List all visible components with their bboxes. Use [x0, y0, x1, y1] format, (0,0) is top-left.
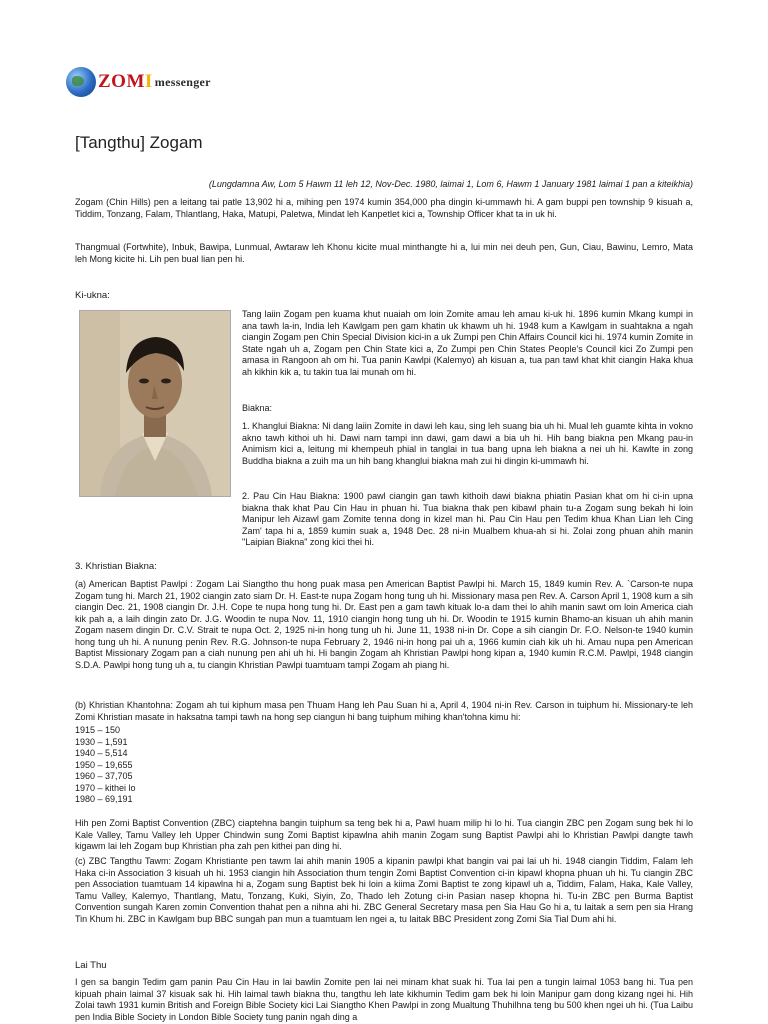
biakna-heading: Biakna: [242, 403, 273, 413]
intro-paragraph-1: Zogam (Chin Hills) pen a leitang tai patle 13,902 hi a, mihing pen 1974 kumin 354,000 pha dingin ki-ummawh hi. A gam buppi pen township 9 kisuah a, Tiddim, Tonzang, Falam, Thlantlang, Haka, Matupi, Paletwa, Mindat leh Kanpetlet kici a, Township Officer khat ta in uk hi. [75, 197, 693, 219]
stat-item: 1960 – 37,705 [75, 771, 133, 781]
kiukna-heading: Ki-ukna: [75, 290, 110, 301]
intro-paragraph-2: Thangmual (Fortwhite), Inbuk, Bawipa, Lunmual, Awtaraw leh Khonu kicite mual minthangte hi a, lui min nei deuh pen, Gun, Ciau, Bawinu, Lemro, Mata leh Mong kicite hi. Lih pen bual lian pen hi. [75, 242, 693, 264]
stat-item: 1940 – 5,514 [75, 748, 128, 758]
khristian-section-b: (b) Khristian Khantohna: Zogam ah tui kiphum masa pen Thuam Hang leh Pau Suan hi a, April 4, 1904 ni-in Rev. Carson in tuiphum hi. Missionary-te leh Zomi Khristian masate in haksatna tampi tawh na hong sep ciangun hi bang tuiphum mihing khan'tohna kimu hi: [75, 700, 693, 722]
page-title: [Tangthu] Zogam [75, 133, 203, 152]
zbc-paragraph: Hih pen Zomi Baptist Convention (ZBC) ciaptehna bangin tuiphum sa teng bek hi a, Pawl huam milip hi lo hi. Tua ciangin ZBC pen Zogam sung bek hi lo Kale Valley, Tamu Valley leh Upper Chindwin sung Zomi Baptist kipawlna ahih manin Zogam sung Baptist Pawlpi ahi lo Khristian Pawlpi dangte tawh kigawm lai leh Zogam bup Khristian pha zah pen kithei pan ding hi. [75, 818, 693, 851]
stat-item: 1950 – 19,655 [75, 759, 133, 770]
stat-item: 1930 – 1,591 [75, 736, 128, 747]
zomi-messenger-logo[interactable] [66, 64, 211, 100]
biakna-item-2: 2. Pau Cin Hau Biakna: 1900 pawl ciangin gan tawh kithoih dawi biakna phiatin Pasian khat om hi ci-in upna biakna thak khat Pau Cin Hau in phuan hi. Tua biakna thak pen kibawl phain tu-a Zogam sung bekah hi loin Manipur leh Aizawl gam Zomite tenna dong in kizel man hi. Pau Cin Hau pen Tedim khua Khan Lian leh Cing Zam' tapa hi a, 1859 kumin suak a, 1948 Dec. 28 ni-in Mualbem khua-ah si hi. Zolai zong phuan ahih manin "Laipian Biakna" zong kici thei hi. [242, 491, 693, 547]
khristian-heading: 3. Khristian Biakna: [75, 561, 157, 572]
baptism-stats-list [75, 725, 136, 806]
khristian-section-a: (a) American Baptist Pawlpi : Zogam Lai Siangtho thu hong puak masa pen American Baptist Pawlpi hi. March 15, 1849 kumin Rev. A. `Carson-te nupa Zogam tung hi. March 21, 1902 ciangin zato siam Dr. H. East-te nupa Zogam hong tung uh hi. Missionary masa pen Rev. A. Carson April 1, 1908 kum a sih ciangin Dec. 21, 1908 ciangin Dr. J.H. Cope te nupa hong tung hi. Dr. East pen a gam tawh kituak lo-a dam thei lo ahih manin sawt om loin America ciah kik pah a, a laih dingin zato Dr. J.G. Woodin te nupa Nov. 11, 1910 ciangin hong tung uh hi. Dr. Woodin te 1915 kumin Bhamo-an kisuan uh ahih manin Zogam nasem dingin Dr. C.V. Strait te nupa Oct. 2, 1925 ni-in hong tung uh hi. June 11, 1938 ni-in Dr. Cope a sih ciangin Dr. F.O. Nelson-te 1940 kumin hong tung uh hi. A nunung penin Rev. R.G. Johnson-te nupa February 2, 1946 ni-in hong pai uh a, 1966 kumin ciah kik uh hi. Amau nupa pen American Baptist Missionary Zogam pan a ciah nunung pen ahi uh hi. Hi bangin Zogam ah Khristian Pawlpi hong kipan a, 1940 kumin R.C.M. Pawlpi, 1948 ciangin S.D.A. Pawlpi hong tung uh a, tu ciangin Khristian Pawlpi tuamtuam tampi Zogam ah piang hi. [75, 579, 693, 670]
kiukna-paragraph: Tang laiin Zogam pen kuama khut nuaiah om loin Zomite amau leh amau ki-uk hi. 1896 kumin Mkang kumpi in ana tawh la-in, India leh Kawlgam pen gam khatin uk khawm uh hi. 1948 kum a Kawlgam in suahtakna a ngah ciangin Zogam pen Chin Special Division kici-in a uk Zumpi pen Chin Affairs Council kici hi. 1974 kumin Zomite in State ngah uh a, Zogam pen Chin State kici a, Zo Zumpi pen Chin States People's Council kici Zo Zumpi pen amasa in Rangoon ah om hi. Tua panin Kawlpi (Kalemyo) ah kisuan a, tua pan tawl khat khit ciangin Haka khua ah kikhin kik a, tu takin tua lai munah om hi. [242, 309, 693, 377]
laithu-paragraph: I gen sa bangin Tedim gam panin Pau Cin Hau in lai bawlin Zomite pen lai nei minam khat suak hi. Tua lai pen a tungin laimal 1053 bang hi. Tua pen kipuah phain laimal 37 kisuak sak hi. Hih laimal tawh biakna thu, tangthu leh late kikhumin Tedim gam bek hi loin Manipur gam dong kizang ngei hi. Hih Zolai tawh 1931 kumin British and Foreign Bible Society kici Lai Siangtho Khen Pawlpi in zong Mualtung Thuhilhna teng bu 500 khen ngei uh hi. (Tua Laibu pen India Bible Society in London Bible Society tung panin ngah ding a [75, 977, 693, 1022]
source-citation: (Lungdamna Aw, Lom 5 Hawm 11 leh 12, Nov-Dec. 1980, laimai 1, Lom 6, Hawm 1 January 1981 laimai 1 pan a kiteikhia) [208, 179, 693, 189]
stat-item: 1970 – kithei lo [75, 782, 136, 793]
logo-subtitle: messenger [154, 74, 211, 89]
logo-brand: ZOMI [98, 71, 153, 92]
stat-item: 1915 – 150 [75, 725, 121, 735]
khristian-section-c: (c) ZBC Tangthu Tawm: Zogam Khristiante pen tawm lai ahih manin 1905 a kipanin pawlpi khat bangin vai pai lai uh hi. 1948 ciangin Tiddim, Falam leh Haka ci-in Association 3 kisuah uh hi. 1953 ciangin hih Association thum tengin Zomi Baptist Convention ci-in kipawl khopna phuan uh hi. Tu ciangin ZBC pen Association tuamtuam 14 kipawlna hi a, Zogam sung Baptist bek hi loin a kiima Zomi Baptist te zong kipawl uh a, Tiddim, Falam, Haka, Kale Valley, Tamu Valley, Kalemyo, Thantlang, Matu, Tonzang, Kuki, Siyin, Zo, Thado leh Zotung ci-in Pasian nasep khopna hi. Tu-in ZBC pen Burma Baptist Convention sungah Karen zomin Convention thahat pen a nihna ahi hi. ZBC General Secretary masa pen Sia Hau Go hi a, tu laitak a sem pen sia Hrang Tin Khum hi. ZBC in Kawlgam bup BBC sungah pan mun a tuamtuam len ngei a, tu laitak BBC President zong Zomi Sia Tial Dum ahi hi. [75, 856, 693, 924]
portrait-photo [79, 310, 231, 497]
stat-item: 1980 – 69,191 [75, 794, 133, 804]
globe-icon [66, 67, 96, 97]
biakna-item-1: 1. Khanglui Biakna: Ni dang laiin Zomite in dawi leh kau, sing leh suang bia uh hi. Mual leh guamte kihta in vokno akno tawh kithoi uh hi. Dawi nam tampi inn dawi, gam dawi a bia uh hi. Hih bang biakna pen Mkang pau-in Animism kici a, leitung mi khempeuh phial in tanglai in tua bang upna leh biakna a nei uh hi. Kawlte in zong Buddha biakna a zuih ma un hih bang khanglui biakna mah zui hi dingin ki-ummawh hi. [242, 421, 693, 466]
portrait-illustration [80, 311, 230, 496]
laithu-heading: Lai Thu [75, 960, 107, 971]
